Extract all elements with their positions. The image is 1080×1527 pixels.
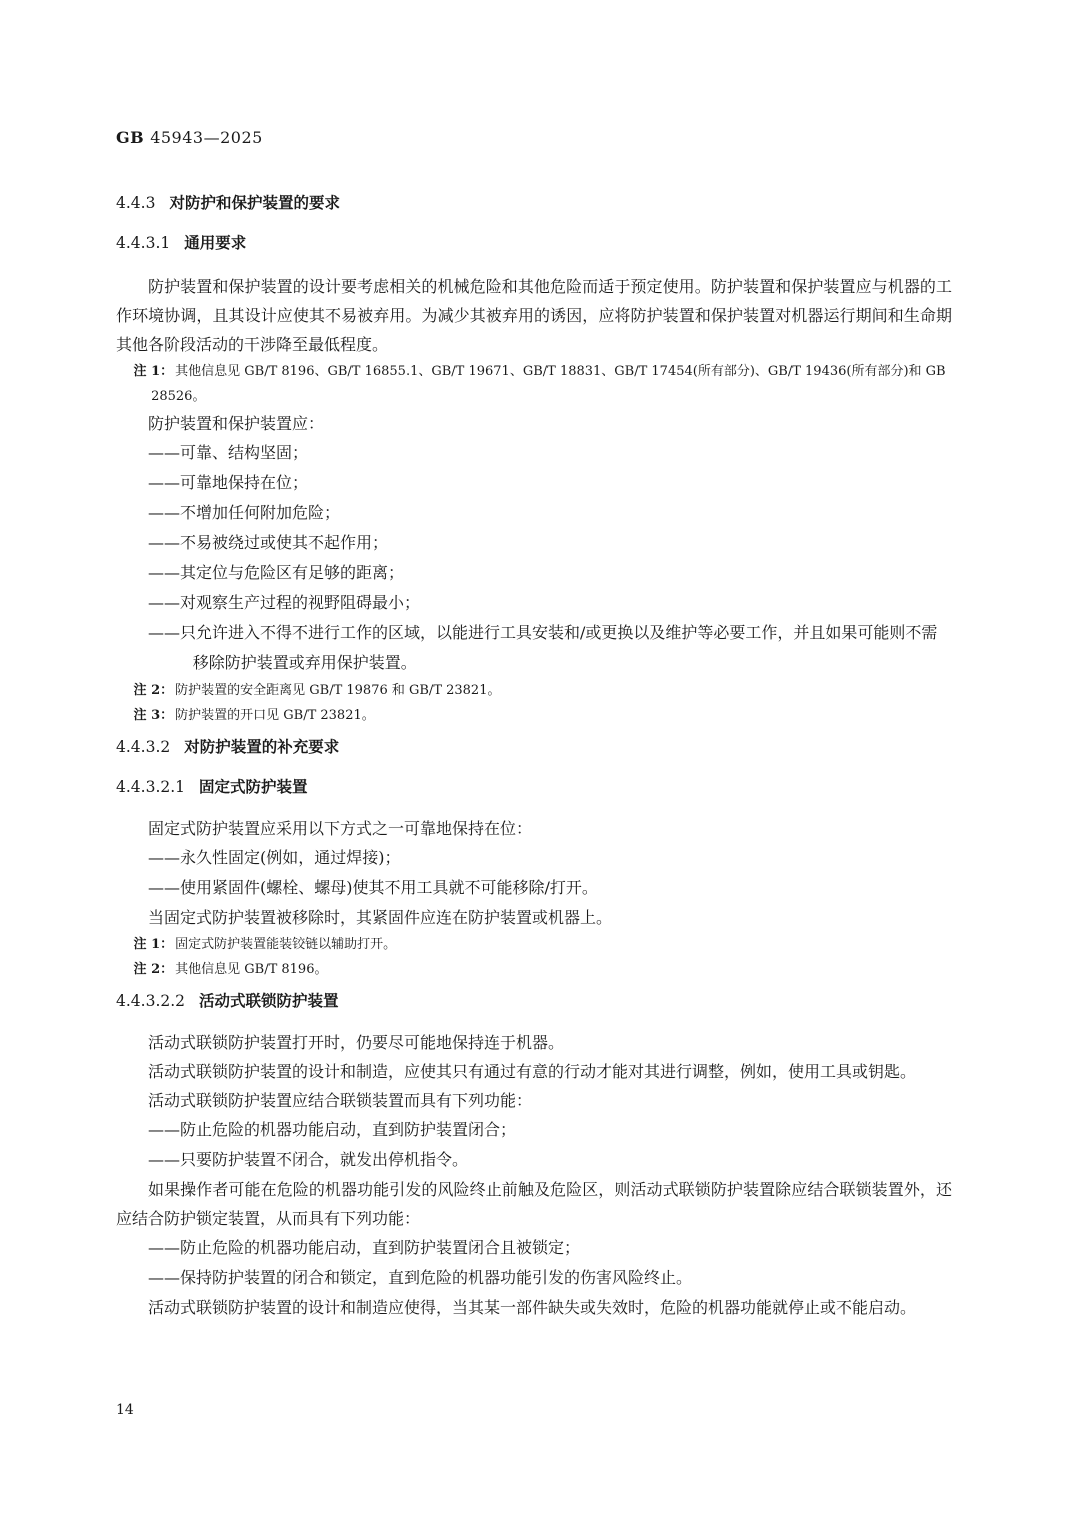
note-label: 注 2： [133, 962, 174, 977]
standard-id [116, 128, 263, 147]
paragraph: 活动式联锁防护装置应结合联锁装置而具有下列功能： [148, 1091, 533, 1110]
note [116, 359, 952, 409]
section-number: 4.4.3.1 [116, 234, 171, 252]
section-number: 4.4.3.2.1 [116, 778, 186, 796]
paragraph: 活动式联锁防护装置的设计和制造，应使其只有通过有意的行动才能对其进行调整，例如，使用工具或钥匙。 [148, 1062, 917, 1081]
section-number: 4.4.3.2 [116, 738, 171, 756]
note-label: 注 1： [133, 937, 174, 952]
document-body [116, 190, 952, 1322]
list-item: ——不增加任何附加危险； [148, 503, 341, 522]
paragraph: 防护装置和保护装置应： [148, 414, 325, 433]
note-label: 注 3： [133, 708, 174, 723]
note-label: 注 2： [133, 683, 174, 698]
section-number: 4.4.3.2.2 [116, 992, 186, 1010]
note [116, 703, 952, 728]
section-heading-4-4-3 [116, 190, 952, 230]
list-item: ——可靠地保持在位； [148, 473, 309, 492]
list-item: ——防止危险的机器功能启动，直到防护装置闭合且被锁定； [148, 1238, 581, 1257]
note-label: 注 1： [133, 364, 174, 379]
note-text: 其他信息见 GB/T 8196。 [175, 962, 328, 977]
list-item: ——防止危险的机器功能启动，直到防护装置闭合； [148, 1120, 517, 1139]
paragraph: 活动式联锁防护装置的设计和制造应使得，当其某一部件缺失或失效时，危险的机器功能就停止或不能启动。 [148, 1298, 917, 1317]
paragraph: 防护装置和保护装置的设计要考虑相关的机械危险和其他危险而适于预定使用。防护装置和保护装置应与机器的工作环境协调，且其设计应使其不易被弃用。为减少其被弃用的诱因，应将防护装置和保护装置对机器运行期间和生命期其他各阶段活动的干涉降至最低程度。 [116, 277, 952, 354]
paragraph: 如果操作者可能在危险的机器功能引发的风险终止前触及危险区，则活动式联锁防护装置除应结合联锁装置外，还应结合防护锁定装置，从而具有下列功能： [116, 1180, 952, 1228]
section-title: 活动式联锁防护装置 [199, 991, 339, 1010]
section-number: 4.4.3 [116, 194, 156, 212]
list-item: ——使用紧固件(螺栓、螺母)使其不用工具就不可能移除/打开。 [148, 878, 598, 897]
paragraph: 活动式联锁防护装置打开时，仍要尽可能地保持连于机器。 [148, 1033, 565, 1052]
section-title: 对防护和保护装置的要求 [169, 193, 340, 212]
list-item: ——对观察生产过程的视野阻碍最小； [148, 593, 421, 612]
note-text: 固定式防护装置能装铰链以辅助打开。 [175, 937, 397, 952]
standard-number: 45943—2025 [150, 128, 263, 147]
list-item: ——只允许进入不得不进行工作的区域，以能进行工具安装和/或更换以及维护等必要工作，并且如果可能则不需移除防护装置或弃用保护装置。 [148, 623, 938, 672]
section-heading-4-4-3-2-1 [116, 774, 952, 814]
standard-prefix: GB [116, 128, 145, 147]
note-text: 防护装置的安全距离见 GB/T 19876 和 GB/T 23821。 [175, 683, 501, 698]
paragraph: 固定式防护装置应采用以下方式之一可靠地保持在位： [148, 819, 533, 838]
section-heading-4-4-3-2 [116, 734, 952, 774]
page-number: 14 [116, 1402, 134, 1418]
section-heading-4-4-3-2-2 [116, 988, 952, 1028]
note [116, 678, 952, 703]
section-title: 固定式防护装置 [199, 777, 308, 796]
section-heading-4-4-3-1 [116, 230, 952, 270]
list-item: ——可靠、结构坚固； [148, 443, 309, 462]
list-item: ——不易被绕过或使其不起作用； [148, 533, 389, 552]
section-title: 对防护装置的补充要求 [184, 737, 340, 756]
list-item: ——其定位与危险区有足够的距离； [148, 563, 405, 582]
list-item: ——永久性固定(例如，通过焊接)； [148, 848, 401, 867]
section-title: 通用要求 [184, 233, 247, 252]
list-item: ——只要防护装置不闭合，就发出停机指令。 [148, 1150, 469, 1169]
note [116, 932, 952, 957]
paragraph: 当固定式防护装置被移除时，其紧固件应连在防护装置或机器上。 [148, 908, 613, 927]
list-item: ——保持防护装置的闭合和锁定，直到危险的机器功能引发的伤害风险终止。 [148, 1268, 693, 1287]
note-text: 其他信息见 GB/T 8196、GB/T 16855.1、GB/T 19671、GB/T 18831、GB/T 17454(所有部分)、GB/T 19436(所有部分)和 GB 28526。 [151, 364, 946, 404]
note-text: 防护装置的开口见 GB/T 23821。 [175, 708, 375, 723]
note [116, 957, 952, 982]
